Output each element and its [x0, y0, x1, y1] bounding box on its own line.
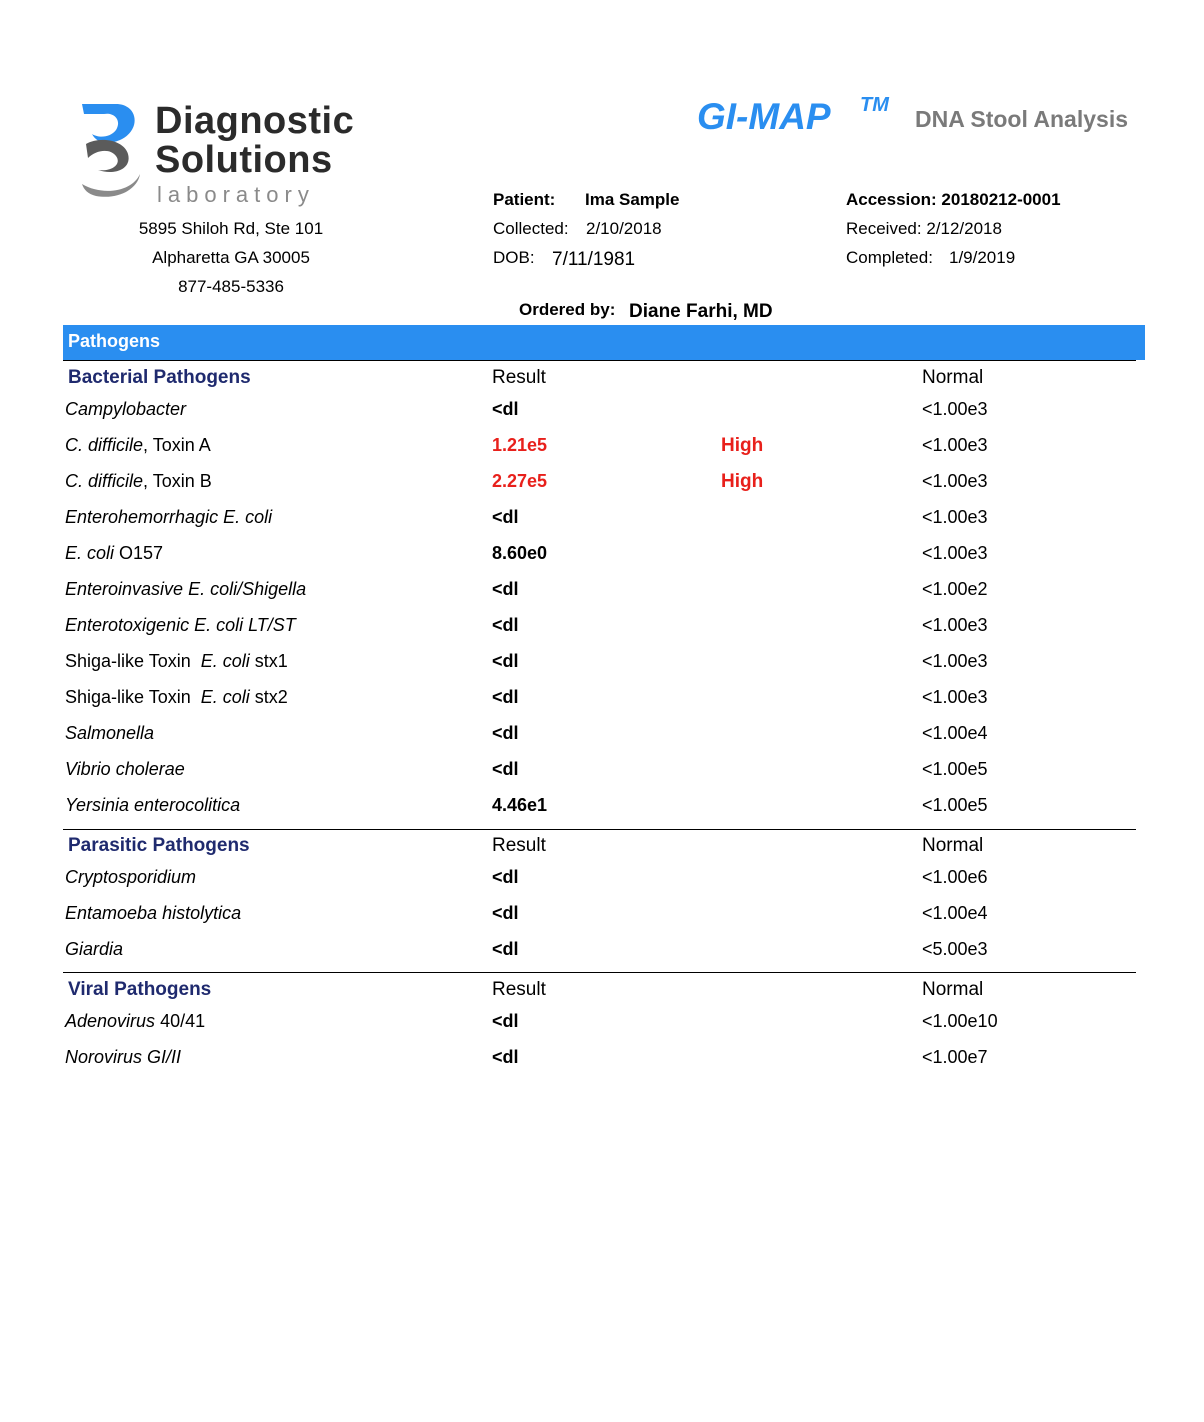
result-column-header: Result	[492, 835, 546, 856]
pathogen-name	[65, 903, 241, 924]
pathogen-name-italic: Cryptosporidium	[65, 867, 197, 887]
pathogen-name	[65, 507, 272, 528]
table-row	[0, 795, 1204, 831]
normal-range: <5.00e3	[922, 939, 988, 959]
normal-column-header: Normal	[922, 367, 984, 388]
collected-label: Collected:	[493, 219, 569, 238]
divider	[63, 829, 1136, 830]
pathogen-name-suffix: O157	[114, 543, 164, 563]
pathogen-name-italic: Enteroinvasive E. coli/Shigella	[65, 579, 307, 599]
table-row	[0, 1047, 1204, 1083]
pathogen-name-suffix: stx1	[249, 651, 288, 671]
table-row	[0, 471, 1204, 507]
table-row	[0, 651, 1204, 687]
table-row	[0, 939, 1204, 975]
pathogen-name-italic: E. coli	[65, 543, 115, 563]
normal-range: <1.00e2	[922, 579, 988, 599]
normal-range: <1.00e3	[922, 435, 988, 455]
table-row	[0, 543, 1204, 579]
trademark-mark: TM	[860, 94, 889, 116]
result-value: <dl	[492, 615, 519, 635]
pathogen-name	[65, 723, 154, 744]
normal-range: <1.00e3	[922, 471, 988, 491]
pathogen-name-italic: Norovirus GI/II	[65, 1047, 182, 1067]
normal-column-header: Normal	[922, 835, 984, 856]
table-row	[0, 903, 1204, 939]
table-row	[0, 507, 1204, 543]
normal-range: <1.00e10	[922, 1011, 998, 1031]
normal-range: <1.00e3	[922, 687, 988, 707]
pathogen-name	[65, 543, 163, 564]
result-value: <dl	[492, 1011, 519, 1031]
result-flag: High	[721, 471, 764, 492]
result-column-header: Result	[492, 979, 546, 1000]
completed-value: 1/9/2019	[949, 248, 1016, 267]
result-value: <dl	[492, 867, 519, 887]
pathogen-name-italic: Entamoeba histolytica	[65, 903, 242, 923]
normal-range: <1.00e3	[922, 615, 988, 635]
normal-range: <1.00e4	[922, 723, 988, 743]
result-value: 2.27e5	[492, 471, 548, 491]
pathogen-name	[65, 759, 185, 780]
table-row	[0, 399, 1204, 435]
normal-range: <1.00e5	[922, 795, 988, 815]
result-flag: High	[721, 435, 764, 456]
normal-range: <1.00e3	[922, 651, 988, 671]
lab-address-line2: Alpharetta GA 30005	[152, 248, 310, 267]
pathogen-name	[65, 1047, 181, 1068]
normal-range: <1.00e5	[922, 759, 988, 779]
received-date: Received: 2/12/2018	[846, 219, 1002, 238]
report-subtitle: DNA Stool Analysis	[915, 106, 1128, 132]
result-value: <dl	[492, 507, 519, 527]
report-title: GI-MAP	[697, 96, 831, 137]
table-row	[0, 615, 1204, 651]
pathogens-banner	[63, 325, 1145, 360]
pathogen-name-italic: Salmonella	[65, 723, 155, 743]
pathogen-name-suffix: , Toxin B	[143, 471, 212, 491]
pathogen-name	[65, 579, 306, 600]
normal-range: <1.00e3	[922, 399, 988, 419]
viral-section-title: Viral Pathogens	[68, 979, 212, 1000]
pathogen-name	[65, 615, 296, 636]
table-row	[0, 579, 1204, 615]
result-value: <dl	[492, 579, 519, 599]
pathogen-name-italic: E. coli	[200, 651, 250, 671]
pathogen-name	[65, 687, 288, 708]
result-value: 8.60e0	[492, 543, 548, 563]
pathogen-name	[65, 867, 196, 888]
normal-range: <1.00e3	[922, 543, 988, 563]
result-value: <dl	[492, 723, 519, 743]
normal-range: <1.00e4	[922, 903, 988, 923]
ordered-by-value: Diane Farhi, MD	[629, 301, 773, 322]
pathogen-name-italic: C. difficile	[65, 435, 144, 455]
pathogen-name	[65, 795, 240, 816]
pathogen-name-italic: Enterotoxigenic E. coli LT/ST	[65, 615, 296, 635]
pathogen-name-italic: Vibrio cholerae	[65, 759, 185, 779]
pathogen-name-italic: Yersinia enterocolitica	[65, 795, 241, 815]
bacterial-section-title: Bacterial Pathogens	[68, 367, 251, 388]
normal-range: <1.00e7	[922, 1047, 988, 1067]
pathogen-name-italic: E. coli	[200, 687, 250, 707]
result-value: <dl	[492, 903, 519, 923]
result-column-header: Result	[492, 367, 546, 388]
pathogen-name-suffix: stx2	[249, 687, 288, 707]
pathogen-name	[65, 939, 123, 960]
pathogen-name-italic: Adenovirus	[65, 1011, 156, 1031]
divider	[63, 360, 1136, 361]
normal-range: <1.00e6	[922, 867, 988, 887]
table-row	[0, 687, 1204, 723]
pathogens-banner-label: Pathogens	[68, 331, 161, 351]
table-row	[0, 867, 1204, 903]
divider	[63, 972, 1136, 973]
table-row	[0, 723, 1204, 759]
parasitic-section-title: Parasitic Pathogens	[68, 835, 250, 856]
result-value: <dl	[492, 1047, 519, 1067]
completed-label: Completed:	[846, 248, 933, 267]
table-row	[0, 1011, 1204, 1047]
pathogen-name-prefix: Shiga-like Toxin	[65, 687, 201, 707]
result-value: 4.46e1	[492, 795, 548, 815]
pathogen-name-italic: Enterohemorrhagic E. coli	[65, 507, 273, 527]
pathogen-name-suffix: 40/41	[155, 1011, 206, 1031]
pathogen-name	[65, 435, 211, 456]
normal-range: <1.00e3	[922, 507, 988, 527]
dob-value: 7/11/1981	[552, 249, 636, 270]
pathogen-name-italic: Campylobacter	[65, 399, 187, 419]
lab-name-line2: Solutions	[155, 139, 333, 181]
normal-column-header: Normal	[922, 979, 984, 1000]
pathogen-name	[65, 651, 288, 672]
patient-name: Ima Sample	[585, 190, 680, 209]
accession: Accession: 20180212-0001	[846, 190, 1061, 209]
patient-label: Patient:	[493, 190, 556, 209]
pathogen-name	[65, 1011, 205, 1032]
pathogen-name	[65, 471, 212, 492]
table-row	[0, 435, 1204, 471]
ordered-by-label: Ordered by:	[519, 300, 616, 319]
pathogen-name-prefix: Shiga-like Toxin	[65, 651, 201, 671]
result-value: <dl	[492, 939, 519, 959]
result-value: <dl	[492, 399, 519, 419]
pathogen-name	[65, 399, 186, 420]
pathogen-name-suffix: , Toxin A	[143, 435, 211, 455]
lab-phone: 877-485-5336	[178, 277, 284, 296]
collected-value: 2/10/2018	[586, 219, 662, 238]
lab-name-line3: laboratory	[157, 182, 315, 207]
lab-logo-icon	[76, 100, 146, 200]
result-value: <dl	[492, 759, 519, 779]
result-value: <dl	[492, 687, 519, 707]
pathogen-name-italic: Giardia	[65, 939, 124, 959]
lab-address-line1: 5895 Shiloh Rd, Ste 101	[138, 219, 324, 238]
result-value: 1.21e5	[492, 435, 548, 455]
result-value: <dl	[492, 651, 519, 671]
pathogen-name-italic: C. difficile	[65, 471, 144, 491]
dob-label: DOB:	[493, 248, 535, 267]
table-row	[0, 759, 1204, 795]
lab-name-line1: Diagnostic	[155, 100, 355, 142]
